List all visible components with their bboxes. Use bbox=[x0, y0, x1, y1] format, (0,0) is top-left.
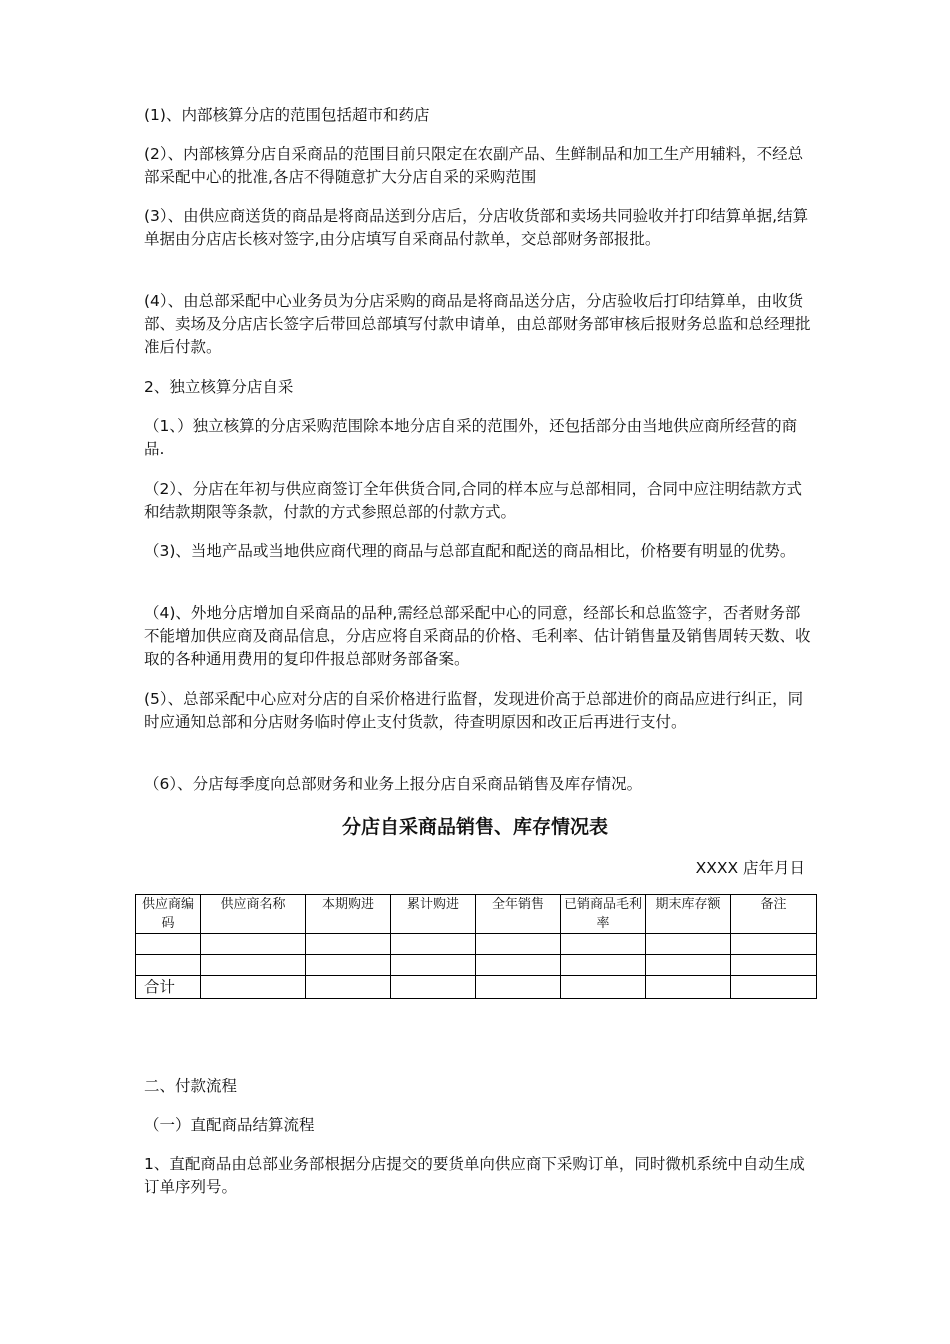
table-total-row bbox=[136, 976, 817, 999]
table-cell bbox=[201, 955, 306, 976]
table-cell bbox=[391, 976, 476, 999]
subsection-heading-direct: （一）直配商品结算流程 bbox=[144, 1116, 315, 1134]
table-cell bbox=[731, 955, 817, 976]
header-cell: 供应商名称 bbox=[201, 895, 306, 934]
table-row bbox=[136, 934, 817, 955]
table-cell bbox=[646, 976, 731, 999]
paragraph-independent-1: （1、）独立核算的分店采购范围除本地分店自采的范围外，还包括部分由当地供应商所经营的商品. bbox=[144, 417, 798, 458]
paragraph-scope-3: (3）、由供应商送货的商品是将商品送到分店后，分店收货部和卖场共同验收并打印结算单据,结算单据由分店店长核对签字,由分店填写自采商品付款单，交总部财务部报批。 bbox=[144, 207, 809, 248]
paragraph-scope-4: (4）、由总部采配中心业务员为分店采购的商品是将商品送分店，分店验收后打印结算单，由收货部、卖场及分店店长签字后带回总部填写付款申请单，由总部财务部审核后报财务总监和总经理批准后付款。 bbox=[144, 292, 811, 356]
table-cell bbox=[476, 955, 561, 976]
paragraph-scope-2: (2）、内部核算分店自采商品的范围目前只限定在农副产品、生鲜制品和加工生产用辅料，不经总部采配中心的批准,各店不得随意扩大分店自采的采购范围 bbox=[144, 145, 804, 186]
total-label-cell: 合计 bbox=[136, 976, 201, 999]
table-cell bbox=[731, 934, 817, 955]
table-cell bbox=[391, 934, 476, 955]
table-cell bbox=[731, 976, 817, 999]
paragraph-independent-3: （3)、当地产品或当地供应商代理的商品与总部直配和配送的商品相比，价格要有明显的优势。 bbox=[144, 542, 796, 560]
paragraph-independent-2: （2）、分店在年初与供应商签订全年供货合同,合同的样本应与总部相同，合同中应注明结款方式和结款期限等条款，付款的方式参照总部的付款方式。 bbox=[144, 480, 803, 521]
table-row bbox=[136, 955, 817, 976]
table-cell bbox=[561, 934, 646, 955]
table-cell bbox=[476, 934, 561, 955]
paragraph-scope-1: (1)、内部核算分店的范围包括超市和药店 bbox=[144, 106, 430, 124]
table-cell bbox=[306, 934, 391, 955]
table-cell bbox=[136, 955, 201, 976]
table-cell bbox=[561, 955, 646, 976]
table-cell bbox=[561, 976, 646, 999]
header-cell: 本期购进 bbox=[306, 895, 391, 934]
table-cell bbox=[201, 934, 306, 955]
section-heading-independent: 2、独立核算分店自采 bbox=[144, 378, 294, 396]
header-cell: 期末库存额 bbox=[646, 895, 731, 934]
header-cell: 已销商品毛利率 bbox=[561, 895, 646, 934]
table-cell bbox=[391, 955, 476, 976]
table-header-row bbox=[136, 895, 817, 934]
paragraph-payment-1: 1、直配商品由总部业务部根据分店提交的要货单向供应商下采购订单，同时微机系统中自动生成订单序列号。 bbox=[144, 1155, 805, 1196]
table-cell bbox=[476, 976, 561, 999]
paragraph-independent-6: （6）、分店每季度向总部财务和业务上报分店自采商品销售及库存情况。 bbox=[144, 775, 643, 793]
paragraph-independent-5: (5）、总部采配中心应对分店的自采价格进行监督，发现进价高于总部进价的商品应进行纠正，同时应通知总部和分店财务临时停止支付货款，待查明原因和改正后再进行支付。 bbox=[144, 690, 804, 731]
table-date-line: XXXX 店年月日 bbox=[695, 859, 805, 877]
header-cell: 累计购进 bbox=[391, 895, 476, 934]
sales-inventory-table bbox=[135, 894, 817, 999]
paragraph-independent-4: （4)、外地分店增加自采商品的品种,需经总部采配中心的同意，经部长和总监签字，否者财务部不能增加供应商及商品信息，分店应将自采商品的价格、毛利率、估计销售量及销售周转天数、收取的各种通用费用的复印件报总部财务部备案。 bbox=[144, 604, 811, 668]
table-cell bbox=[136, 934, 201, 955]
table-cell bbox=[201, 976, 306, 999]
table-title: 分店自采商品销售、库存情况表 bbox=[341, 816, 608, 838]
section-heading-payment: 二、付款流程 bbox=[144, 1077, 238, 1095]
table-cell bbox=[646, 934, 731, 955]
table-cell bbox=[646, 955, 731, 976]
header-cell: 供应商编码 bbox=[136, 895, 201, 934]
table-cell bbox=[306, 976, 391, 999]
header-cell: 全年销售 bbox=[476, 895, 561, 934]
header-cell: 备注 bbox=[731, 895, 817, 934]
table-cell bbox=[306, 955, 391, 976]
